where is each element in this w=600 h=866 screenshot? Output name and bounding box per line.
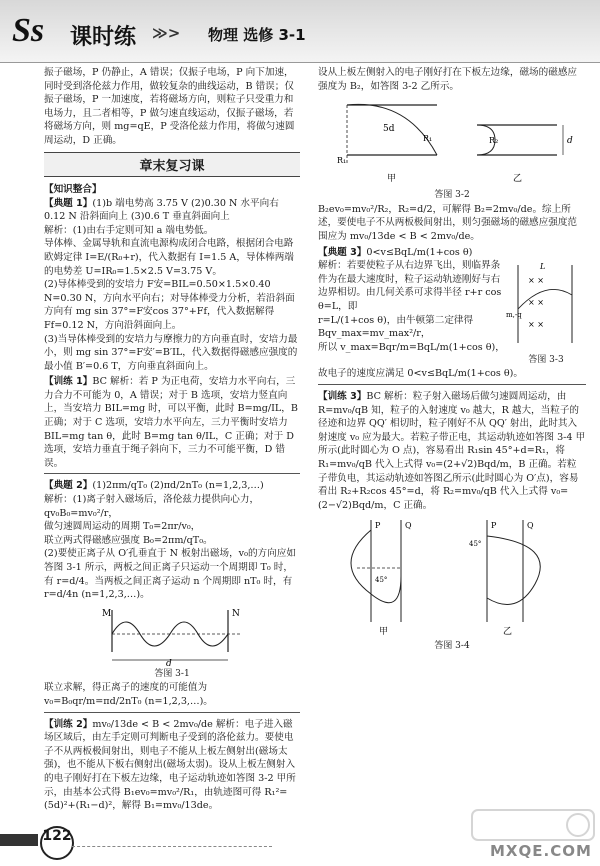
example-3-answer: 【典题 3】0<v≤BqL/m(1+cos θ) [318,246,473,258]
plate-m-label: M [102,608,112,619]
formula-line: Bqv_max=mv_max²/r， [318,328,431,340]
figure-3-3 [506,259,586,349]
fig-r1-label: R₁ [423,134,433,144]
plate-n-label: N [232,608,240,619]
fig-q-label: Q [405,521,412,531]
fig-part-b-label: 乙 [513,174,523,185]
svg-text:× ×: × × [528,276,544,286]
distance-label: d [166,658,172,666]
fig-part-b-label: 乙 [503,627,513,638]
brand-title: 课时练 [70,25,137,50]
exercise-2: 【训练 2】mv₀/13de < B < 2mv₀/de 解析：电子进入磁场区域后，由左手定则可判断电子受到的洛伦兹力。要使电子不从两板极间射出，则电子不能从上板左侧射出(磁场太强)，也不能从下板右侧射出(磁场太弱)。设从上板左侧射入的电子刚好打在下板左边缘，电子运动轨迹如答图 3-2 甲所示，由基本公式得 B₁ev₀=mv₀²/R₁，由轨迹图可得 R₁²=(5d)²+(R₁−d)²，解得 B₁=mv₀/13de。 [44,718,296,812]
formula-line: 做匀速圆周运动的周期 T₀=2πr/v₀， [44,521,201,533]
formula-line: 所以 v_max=Bqr/m=BqL/m(1+cos θ)， [318,341,505,353]
fig-part-a-label: 甲 [379,627,389,638]
svg-text:× ×: × × [528,298,544,308]
figure-caption: 答图 3-4 [434,641,470,652]
exercise-1: 【训练 1】BC 解析：若 P 为正电荷，安培力水平向右，三力合力不可能为 0，A 错误；对于 B 选项，安培力竖直向上，当安培力 BIL=mg 时，可以平衡，此时 B=mg/IL，B 正确；对于 C 选项，安培力水平向左，三力平衡时安培力 BIL=mg tan θ，此时 B=mg tan θ/IL，C 正确；对于 D 选项，安培力垂直于绳子斜向下，三力不可能平衡，D 错误。 [44,376,298,469]
fig-charge-label: m,-q [506,311,522,320]
fig-5d-label: 5d [383,124,395,135]
solution-head: 解析：(1)由右手定则可知 a 端电势低。 [44,224,214,236]
knowledge-heading: 【知识整合】 [44,183,102,195]
text-block: (2)导体棒受到的安培力 F安=BIL=0.50×1.5×0.40 N=0.30 N，方向水平向右；对导体棒受力分析，若沿斜面方向有 mg sin 37°=F安cos 37°+Ff，代入数据解得 Ff=0.12 N，方向沿斜面向上。 [44,279,295,331]
divider [44,712,300,713]
figure-caption: 答图 3-2 [434,190,470,201]
figure-3-4 [327,514,577,638]
formula-line: 联立两式得磁感应强度 B₀=2πm/qT₀。 [44,534,213,546]
example-1-answer-cont: 0.12 N 沿斜面向上 (3)0.6 T 垂直斜面向上 [44,211,230,223]
fig-q-label: Q [527,521,534,531]
example-tag: 【典题 1】 [44,197,93,209]
fig-p-label: P [375,521,381,531]
page-number: 122 [40,826,74,860]
figure-3-2 [327,95,577,187]
subject-label: 物理 选修 3-1 [208,26,306,44]
example-3-body [318,259,586,367]
left-column [44,66,300,813]
figure-3-3-wrap [506,259,586,367]
exercise-tag: 【训练 1】 [44,376,93,388]
section-title: 章末复习课 [44,152,300,177]
example-3-text [318,259,506,367]
text-block: (3)当导体棒受到的安培力与摩擦力的方向垂直时，安培力最小，则 mg sin 37°=F安′=B′IL，代入数据得磁感应强度的最小值 B′=0.6 T，方向垂直斜面向上。 [44,333,298,372]
svg-text:× ×: × × [528,320,544,330]
figure-caption: 答图 3-1 [154,668,190,679]
exercise-tag: 【训练 2】 [44,718,93,730]
fig-r1-label: R₁ [337,156,347,166]
figure-caption: 答图 3-3 [528,354,564,365]
example-2-answer: 【典题 2】(1)2πm/qT₀ (2)πd/2nT₀ (n=1,2,3,…) [44,480,264,492]
fig-angle-label: 45° [469,540,482,549]
fig-angle-label: 45° [375,576,388,585]
fig-r2-label: R₂ [489,136,499,146]
text-block: 导体棒、金属导轨和直流电源构成闭合电路，根据闭合电路欧姆定律 I=E/(R₀+r)，代入数据有 I=1.5 A，导体棒两端的电势差 U=IR₀=1.5×2.5 V=3.75 V。 [44,238,294,277]
figure-3-1 [92,604,252,666]
fig-d-label: d [567,136,573,147]
solution-head: 解析：(1)离子射入磁场后，洛伦兹力提供向心力， [44,494,260,506]
watermark-text: MXQE.COM [490,842,592,860]
brand-logo-icon: Ss [12,12,45,49]
text-block: B₂ev₀=mv₀²/R₂，R₂=d/2，可解得 B₂=2mv₀/de。综上所述，要使电子不从两板极间射出，则匀强磁场的磁感应强度范围应为 mv₀/13de < B < 2mv₀/de。 [318,203,578,242]
fig-l-label: L [540,262,546,272]
formula-line: qv₀B₀=mv₀²/r， [44,507,118,519]
text-block: 故电子的速度应满足 0<v≤BqL/m(1+cos θ)。 [318,368,524,380]
text-block: 联立求解，得正离子的速度的可能值为 v₀=B₀qr/m=πd/2nT₀ (n=1,2,3,…)。 [44,682,213,707]
fig-p-label: P [491,521,497,531]
example-1-answer: 【典题 1】(1)b 端电势高 3.75 V (2)0.30 N 水平向右 [44,197,279,209]
formula-line: r=L/(1+cos θ)，由牛顿第二定律得 [318,314,474,326]
text-block: 振子磁场，P 仍静止，A 错误；仅振子电场，P 向下加速，同时受到洛伦兹力作用，做较复杂的曲线运动，B 错误；仅振子磁场，P 一加速度，若将磁场方向，则粒子只受重力和电场力，且二者相等，P 做匀速直线运动，仅振子磁场，若将磁场方向，则 mg=qE，P 受洛伦兹力作用，将做匀速圆周运动，D 正确。 [44,67,295,146]
fig-part-a-label: 甲 [387,174,397,185]
footer-bar [0,834,38,846]
divider [318,384,586,385]
text-block: 解析：若要使粒子从右边界飞出，则临界条件为在最大速度时，粒子运动轨迹刚好与右边界相切。由几何关系可求得半径 r+r cos θ=L，即 [318,260,502,312]
text-block: 设从上板左侧射入的电子刚好打在下板左边缘，磁场的磁感应强度为 B₂，如答图 3-2 乙所示。 [318,67,578,92]
page-header [0,0,600,63]
example-tag: 【典题 2】 [44,480,93,492]
right-column [318,66,586,654]
divider [44,473,300,474]
exercise-3: 【训练 3】BC 解析：粒子射入磁场后做匀速圆周运动，由 R=mv₀/qB 知，粒子的入射速度 v₀ 越大，R 越大，当粒子的径迹和边界 QQ′ 相切时，粒子刚好不从 QQ′ 射出，此时其入射速度 v₀ 应为最大。若粒子带正电，其运动轨迹如答图 3-4 甲所示(此时圆心为 O 点)，容易看出 R₁sin 45°+d=R₁，将 R₁=mv₀/qB 代入上式得 v₀=(2+√2)Bqd/m，B 正确。若粒子带负电，其运动轨迹如答图乙所示(此时圆心为 O′点)，容易看出 R₂+R₂cos 45°=d，将 R₂=mv₀/qB 代入上式得 v₀=(2−√2)Bqd/m，C 正确。 [318,390,586,511]
example-tag: 【典题 3】 [318,246,367,258]
chevron-arrows-icon: ≫> [152,24,181,42]
footer-dashed-line [72,846,272,847]
exercise-tag: 【训练 3】 [318,390,367,402]
text-block: (2)要使正离子从 O′孔垂直于 N 板射出磁场，v₀的方向应如答图 3-1 所示，两板之间正离子只运动一个周期即 T₀ 时，有 r=d/4。当两板之间正离子运动 n 个周期即 nT₀ 时，有 r=d/4n (n=1,2,3,…)。 [44,548,296,601]
